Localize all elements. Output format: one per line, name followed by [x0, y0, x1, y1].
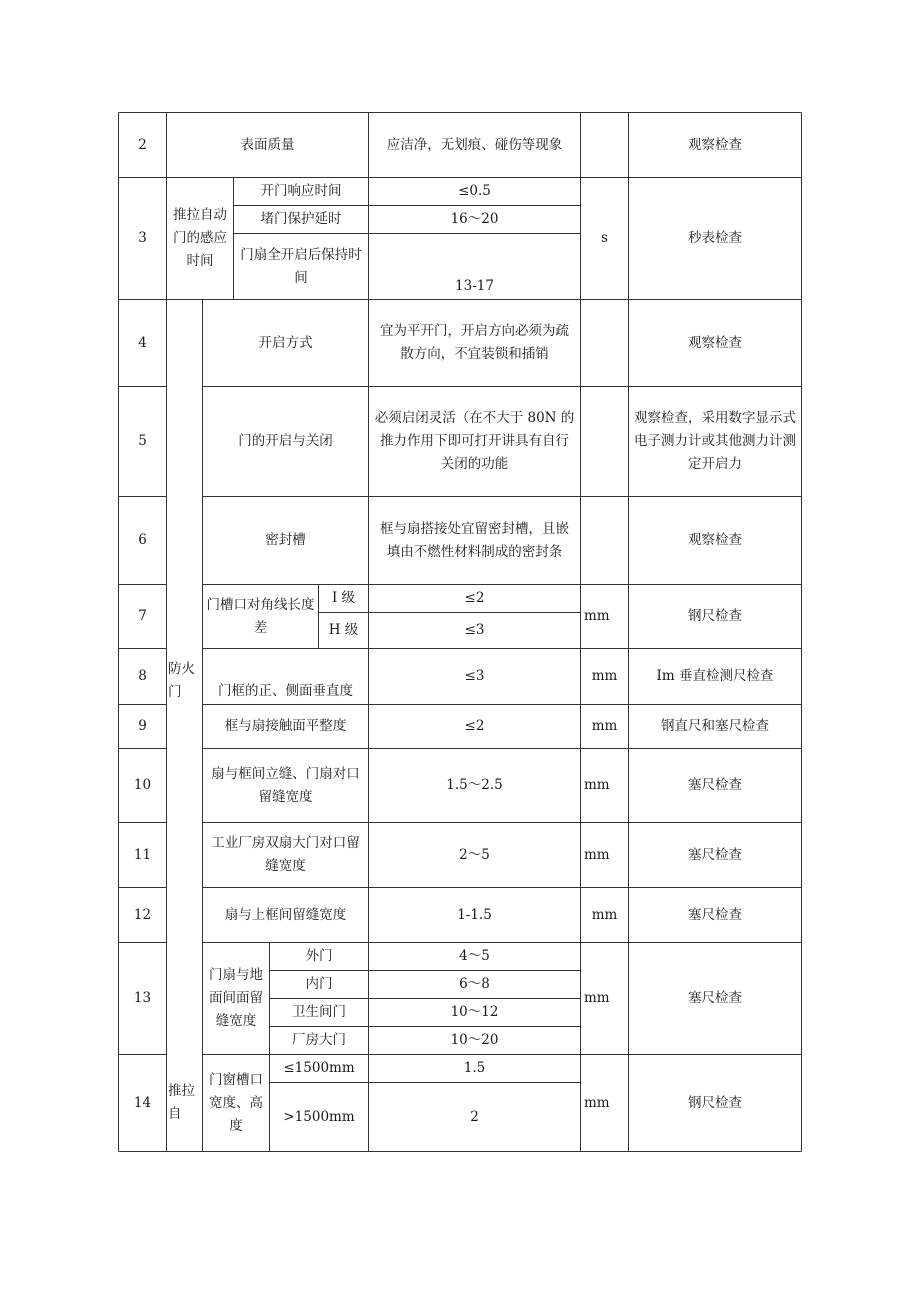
- sub-item: I 级: [331, 590, 356, 606]
- inspection-method: 塞尺检查: [688, 777, 742, 793]
- table-cell: [629, 497, 801, 584]
- table-cell: [629, 1055, 801, 1151]
- table-cell: [119, 823, 166, 887]
- inspection-method: 钢尺检查: [688, 1094, 742, 1111]
- table-cell: [629, 649, 801, 704]
- table-cell: [270, 1083, 368, 1151]
- unit: s: [601, 230, 608, 246]
- requirement: ≤0.5: [458, 183, 491, 199]
- table-cell: [581, 705, 628, 748]
- table-cell: [119, 113, 166, 177]
- table-cell: [203, 705, 368, 748]
- requirement: ≤2: [464, 590, 485, 606]
- table-cell: [270, 1055, 368, 1082]
- table-cell: [270, 943, 368, 970]
- table-cell: [369, 1027, 580, 1054]
- row-number: 8: [138, 668, 147, 684]
- group-name: 防火门: [168, 660, 195, 700]
- unit: mm: [584, 777, 610, 793]
- table-cell: [119, 178, 166, 299]
- group-name: 推拉自动门的感应时间: [173, 207, 227, 269]
- sub-item: H 级: [328, 622, 359, 638]
- sub-item: 厂房大门: [292, 1032, 346, 1048]
- table-cell: [581, 585, 628, 648]
- table-cell: [581, 943, 628, 1054]
- requirement: ≤3: [464, 668, 485, 684]
- table-cell: [629, 300, 801, 386]
- item-name: 开启方式: [258, 334, 313, 351]
- table-cell: [629, 823, 801, 887]
- table-cell: [369, 943, 580, 970]
- table-cell: [234, 178, 368, 205]
- table-cell: [203, 943, 269, 1054]
- table-cell: [369, 300, 580, 386]
- item-name: 密封槽: [265, 532, 306, 548]
- sub-item: ≤1500mm: [283, 1060, 355, 1076]
- inspection-method: 钢尺检查: [688, 608, 742, 624]
- inspection-method: 塞尺检查: [688, 846, 742, 863]
- requirement: 应洁净，无划痕、碰伤等现象: [386, 136, 563, 153]
- item-name: 工业厂房双扇大门对口留缝宽度: [211, 835, 360, 874]
- table-cell: [581, 1055, 628, 1151]
- row-number: 12: [133, 906, 152, 923]
- table-cell: [369, 749, 580, 822]
- inspection-method: 观察检查: [688, 136, 742, 153]
- table-cell: [203, 1055, 269, 1151]
- item-name: 扇与框间立缝、门扇对口留缝宽度: [211, 765, 360, 805]
- table-cell: [629, 888, 801, 942]
- requirement: 10～20: [450, 1032, 499, 1048]
- row-number: 14: [133, 1094, 152, 1111]
- table-cell: [629, 943, 801, 1054]
- table-cell: [119, 888, 166, 942]
- table-cell: [581, 749, 628, 822]
- table-cell: [629, 749, 801, 822]
- inspection-method: 观察检查: [688, 334, 742, 351]
- table-cell: [270, 1027, 368, 1054]
- table-cell: [581, 178, 628, 299]
- table-cell: [369, 178, 580, 205]
- table-cell: [629, 178, 801, 299]
- requirement: 1.5: [463, 1060, 486, 1076]
- table-cell: [234, 206, 368, 233]
- table-cell: [203, 497, 368, 584]
- table-cell: [119, 497, 166, 584]
- table-cell: [629, 585, 801, 648]
- table-cell: [369, 613, 580, 648]
- item-name: 门的开启与关闭: [238, 433, 333, 449]
- table-cell: [369, 971, 580, 998]
- table-cell: [369, 888, 580, 942]
- table-cell: [369, 1083, 580, 1151]
- item-name: 门框的正、侧面垂直度: [218, 683, 353, 699]
- unit: mm: [591, 718, 618, 734]
- sub-item: 内门: [305, 976, 333, 992]
- sub-item: 开门响应时间: [260, 183, 342, 199]
- row-number: 3: [138, 230, 147, 246]
- inspection-method: 塞尺检查: [688, 990, 742, 1006]
- unit: mm: [591, 906, 618, 923]
- table-cell: [369, 206, 580, 233]
- table-cell: [119, 749, 166, 822]
- item-name: 门窗槽口宽度、高度: [209, 1071, 263, 1134]
- table-cell: [369, 585, 580, 612]
- table-cell: [167, 113, 368, 177]
- item-name: 扇与上框间留缝宽度: [224, 906, 347, 923]
- requirement: 13-17: [455, 278, 494, 294]
- requirement: ≤3: [464, 622, 485, 638]
- table-cell: [203, 888, 368, 942]
- table-cell: [119, 943, 166, 1054]
- requirement: 2: [470, 1108, 479, 1125]
- table-cell: [581, 888, 628, 942]
- table-cell: [319, 613, 368, 648]
- table-cell: [203, 585, 318, 648]
- row-number: 7: [138, 608, 147, 624]
- table-cell: [203, 387, 368, 496]
- row-number: 9: [138, 718, 147, 734]
- requirement: ≤2: [464, 718, 485, 734]
- row-number: 11: [133, 846, 152, 863]
- table-cell: [629, 113, 801, 177]
- table-cell: [167, 656, 202, 705]
- row-number: 4: [138, 334, 147, 351]
- item-name: 框与扇接触面平整度: [224, 718, 347, 734]
- table-cell: [369, 234, 580, 299]
- requirement: 1-1.5: [457, 906, 492, 923]
- inspection-method: 秒表检查: [688, 230, 742, 246]
- table-cell: [581, 649, 628, 704]
- inspection-method: 观察检查: [688, 532, 742, 548]
- requirement: 框与扇搭接处宜留密封槽，且嵌填由不燃性材料制成的密封条: [380, 520, 569, 560]
- row-number: 6: [138, 532, 147, 548]
- table-cell: [119, 300, 166, 386]
- table-cell: [369, 1055, 580, 1082]
- group-name: 推拉自: [168, 1083, 195, 1122]
- table-cell: [119, 1055, 166, 1151]
- requirement: 4～5: [459, 948, 490, 964]
- table-cell: [581, 823, 628, 887]
- row-number: 10: [133, 777, 152, 793]
- table-cell: [119, 585, 166, 648]
- unit: mm: [584, 1094, 610, 1111]
- unit: mm: [584, 846, 610, 863]
- table-cell: [119, 705, 166, 748]
- table-cell: [119, 649, 166, 704]
- table-cell: [234, 234, 368, 299]
- table-cell: [369, 649, 580, 704]
- requirement: 1.5～2.5: [446, 777, 503, 793]
- row-number: 13: [133, 990, 152, 1006]
- unit: mm: [591, 668, 618, 684]
- table-cell: [203, 749, 368, 822]
- table-cell: [369, 113, 580, 177]
- requirement: 必须启闭灵活（在不大于 80N 的推力作用下即可打开讲具有自行关闭的功能: [374, 410, 575, 472]
- table-cell: [203, 823, 368, 887]
- item-name: 表面质量: [240, 136, 295, 153]
- row-number: 5: [138, 433, 147, 449]
- inspection-method: 钢直尺和塞尺检查: [661, 718, 769, 734]
- requirement: 2～5: [459, 846, 490, 863]
- item-name: 门扇与地面间面留缝宽度: [209, 967, 263, 1029]
- requirement: 6～8: [459, 976, 490, 992]
- table-cell: [270, 971, 368, 998]
- unit: mm: [584, 990, 610, 1006]
- table-cell: [369, 387, 580, 496]
- table-cell: [167, 178, 233, 299]
- unit: mm: [584, 608, 610, 624]
- table-cell: [203, 300, 368, 386]
- requirement: 宜为平开门，开启方向必须为疏散方向，不宜装锁和插销: [380, 323, 569, 362]
- sub-item: 堵门保护延时: [260, 211, 342, 227]
- requirement: 16～20: [450, 211, 499, 227]
- table-cell: [319, 585, 368, 612]
- sub-item: >1500mm: [283, 1108, 355, 1125]
- table-cell: [167, 1055, 202, 1151]
- table-cell: [369, 823, 580, 887]
- requirement: 10～12: [450, 1004, 499, 1020]
- inspection-method: 观察检查，采用数字显示式电子测力计或其他测力计测定开启力: [634, 410, 796, 472]
- table-cell: [203, 649, 368, 704]
- sub-item: 外门: [305, 948, 333, 964]
- table-cell: [369, 497, 580, 584]
- table-cell: [119, 387, 166, 496]
- table-cell: [369, 705, 580, 748]
- table-cell: [629, 387, 801, 496]
- table-cell: [369, 999, 580, 1026]
- item-name: 门槽口对角线长度差: [206, 596, 315, 636]
- sub-item: 门扇全开启后保持时间: [240, 246, 362, 286]
- inspection-method: 塞尺检查: [688, 906, 742, 923]
- row-number: 2: [138, 136, 147, 153]
- table-cell: [629, 705, 801, 748]
- sub-item: 卫生间门: [292, 1004, 346, 1020]
- table-cell: [270, 999, 368, 1026]
- inspection-method: Im 垂直检测尺检查: [656, 668, 774, 684]
